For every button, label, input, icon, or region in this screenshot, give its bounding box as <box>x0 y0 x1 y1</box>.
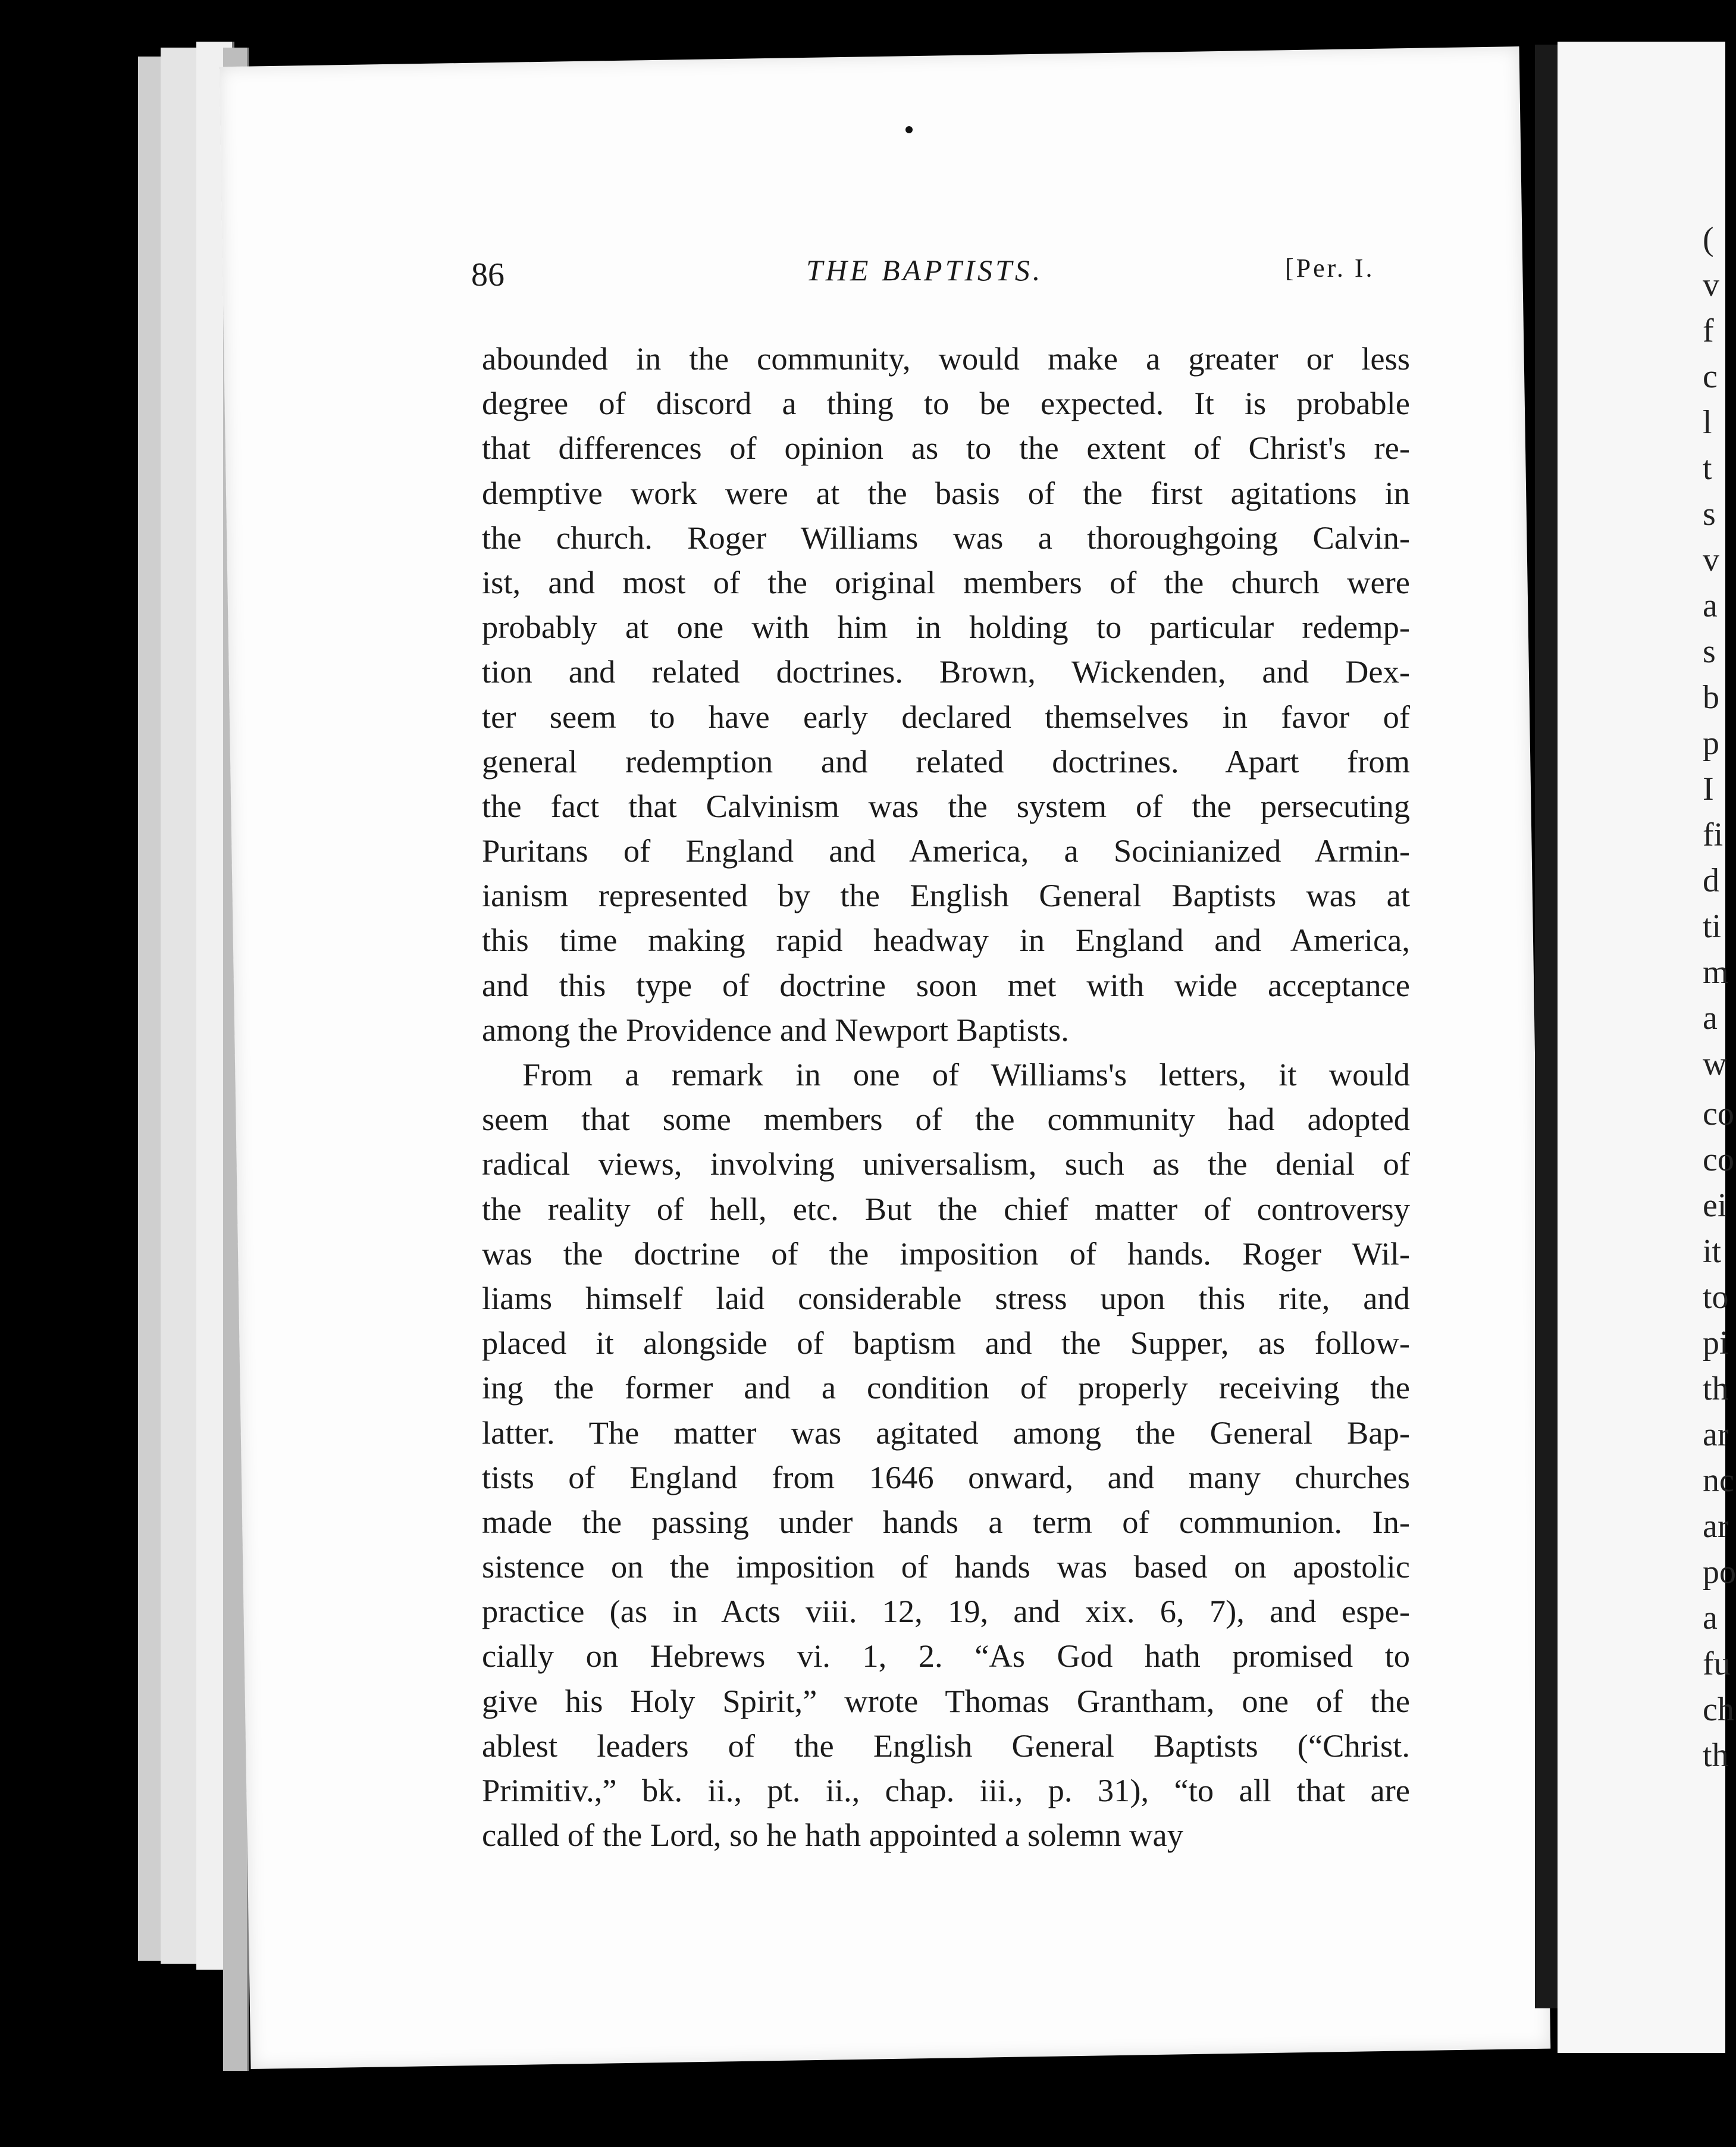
facing-page-fragment: ti <box>1703 908 1722 945</box>
facing-page-fragment: th <box>1703 1737 1729 1774</box>
text-line: ablest leaders of the English General Baptists (“Christ. <box>482 1727 1410 1764</box>
facing-page-fragment: v <box>1703 542 1719 578</box>
facing-page-fragment: nc <box>1703 1462 1734 1499</box>
text-line: seem that some members of the community had adopted <box>482 1101 1410 1138</box>
facing-page-fragment: l <box>1703 404 1712 441</box>
text-line: radical views, involving universalism, such as the denial of <box>482 1146 1410 1182</box>
text-line: the church. Roger Williams was a thoroughgoing Calvin- <box>482 519 1410 556</box>
text-line: placed it alongside of baptism and the Supper, as follow- <box>482 1325 1410 1362</box>
facing-page-fragment: p <box>1703 725 1719 762</box>
ink-speck <box>905 126 913 133</box>
facing-page-fragment: it <box>1703 1233 1722 1270</box>
facing-page-fragment: po <box>1703 1554 1736 1591</box>
text-line: abounded in the community, would make a greater or less <box>482 340 1410 377</box>
text-line: tion and related doctrines. Brown, Wickenden, and Dex- <box>482 653 1410 690</box>
text-line: called of the Lord, so he hath appointed a solemn way <box>482 1817 1183 1854</box>
text-line: liams himself laid considerable stress upon this rite, and <box>482 1279 1410 1316</box>
facing-page-fragment: I <box>1703 771 1714 808</box>
page-header <box>235 253 1425 303</box>
text-line: cially on Hebrews vi. 1, 2. “As God hath promised to <box>482 1638 1410 1675</box>
facing-page-fragment: a <box>1703 1000 1718 1037</box>
text-line: demptive work were at the basis of the first agitations in <box>482 474 1410 511</box>
page-number: 86 <box>471 256 504 293</box>
text-line: probably at one with him in holding to particular redemp- <box>482 609 1410 646</box>
text-line: ianism represented by the English General Baptists was at <box>482 877 1410 914</box>
facing-page-fragment: co <box>1703 1141 1734 1178</box>
text-line: that differences of opinion as to the extent of Christ's re- <box>482 430 1410 467</box>
facing-page-fragment: co <box>1703 1096 1734 1132</box>
facing-page-fragment: b <box>1703 679 1719 716</box>
text-line: give his Holy Spirit,” wrote Thomas Grantham, one of the <box>482 1682 1410 1719</box>
text-line: sistence on the imposition of hands was based on apostolic <box>482 1548 1410 1585</box>
page-body-text <box>482 336 1410 1857</box>
text-line: and this type of doctrine soon met with wide acceptance <box>482 966 1410 1003</box>
facing-page-fragment: ar <box>1703 1416 1729 1453</box>
text-line: the fact that Calvinism was the system of the persecuting <box>482 787 1410 824</box>
facing-page-fragment: s <box>1703 496 1716 533</box>
book-gutter <box>1535 45 1559 2008</box>
text-line: was the doctrine of the imposition of hands. Roger Wil- <box>482 1235 1410 1272</box>
section-mark: [Per. I. <box>1285 253 1375 283</box>
facing-page-fragment: fi <box>1703 816 1724 853</box>
facing-page-fragment: s <box>1703 633 1716 670</box>
text-line: practice (as in Acts viii. 12, 19, and xix. 6, 7), and espe- <box>482 1593 1410 1630</box>
facing-page-fragment: ar <box>1703 1508 1729 1545</box>
facing-page-fragment: to <box>1703 1279 1729 1316</box>
text-line: degree of discord a thing to be expected. It is probable <box>482 385 1410 422</box>
facing-page-fragment: m <box>1703 954 1729 991</box>
facing-page-fragment: d <box>1703 862 1719 899</box>
facing-page-fragment: t <box>1703 450 1712 487</box>
facing-page-fragment: f <box>1703 312 1714 349</box>
facing-page-fragment: a <box>1703 587 1718 624</box>
text-line: tists of England from 1646 onward, and many churches <box>482 1459 1410 1495</box>
text-line: ing the former and a condition of properly receiving the <box>482 1369 1410 1406</box>
text-line: the reality of hell, etc. But the chief matter of controversy <box>482 1190 1410 1227</box>
running-title: THE BAPTISTS. <box>806 253 1044 287</box>
facing-page-fragment: pi <box>1703 1325 1729 1362</box>
text-line: among the Providence and Newport Baptists. <box>482 1011 1069 1048</box>
facing-page-fragment: ei <box>1703 1187 1727 1224</box>
text-line: this time making rapid headway in England and America, <box>482 922 1410 959</box>
facing-page-fragment: ch <box>1703 1691 1734 1728</box>
text-line: Puritans of England and America, a Socinianized Armin- <box>482 832 1410 869</box>
text-line: general redemption and related doctrines. Apart from <box>482 743 1410 780</box>
facing-page-fragment: a <box>1703 1600 1718 1636</box>
facing-page-fragment: fu <box>1703 1645 1731 1682</box>
text-line: From a remark in one of Williams's letters, it would <box>522 1056 1410 1093</box>
facing-page-fragment: ( <box>1703 221 1714 258</box>
text-line: ter seem to have early declared themselves in favor of <box>482 698 1410 735</box>
text-line: Primitiv.,” bk. ii., pt. ii., chap. iii., p. 31), “to all that are <box>482 1772 1410 1808</box>
text-line: made the passing under hands a term of communion. In- <box>482 1503 1410 1540</box>
facing-page-fragment: v <box>1703 267 1719 303</box>
facing-page <box>1558 42 1725 2053</box>
facing-page-fragment: w <box>1703 1046 1727 1082</box>
text-line: latter. The matter was agitated among the General Bap- <box>482 1414 1410 1451</box>
text-line: ist, and most of the original members of the church were <box>482 564 1410 600</box>
facing-page-fragment: th <box>1703 1370 1729 1407</box>
facing-page-fragment: c <box>1703 358 1718 395</box>
